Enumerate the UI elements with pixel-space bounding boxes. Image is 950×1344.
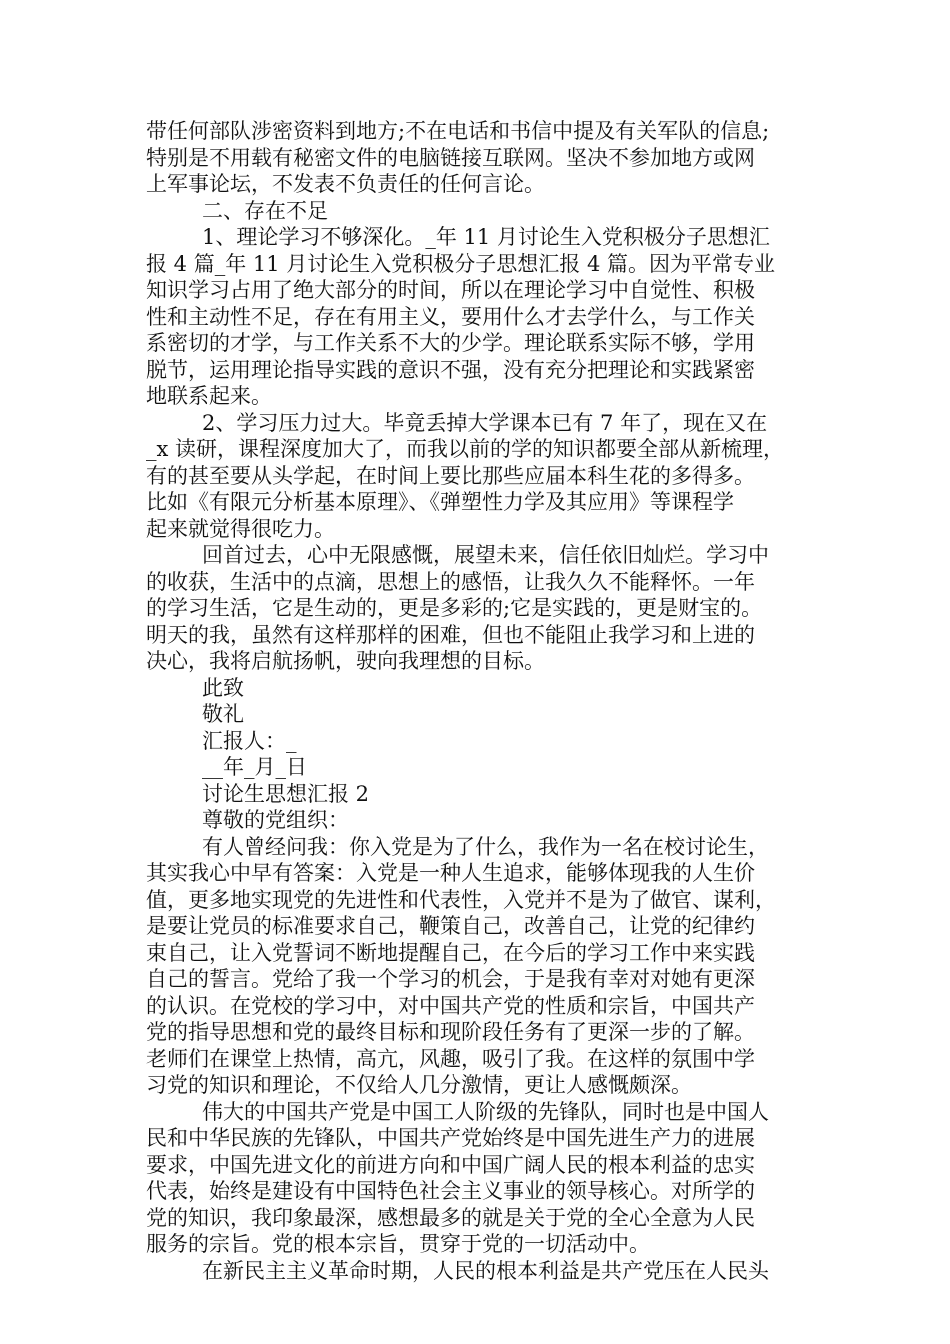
text-line: _x 读研，课程深度加大了，而我以前的学的知识都要全部从新梳理，	[146, 437, 785, 461]
text-line: 汇报人：_	[202, 728, 297, 753]
text-line: 敬礼	[202, 702, 244, 726]
text-line: 的认识。在党校的学习中，对中国共产党的性质和宗旨，中国共产	[146, 993, 755, 1018]
text-line: 系密切的才学，与工作关系不大的少学。理论联系实际不够，学用	[146, 331, 755, 355]
text-line: 带任何部队涉密资料到地方;不在电话和书信中提及有关军队的信息;	[146, 119, 770, 143]
text-line: 知识学习占用了绝大部分的时间，所以在理论学习中自觉性、积极	[146, 278, 755, 302]
text-line: 党的知识，我印象最深，感想最多的就是关于党的全心全意为人民	[146, 1205, 755, 1230]
text-line: 1、理论学习不够深化。_年 11 月讨论生入党积极分子思想汇	[202, 225, 770, 249]
text-line: 在新民主主义革命时期，人民的根本利益是共产党压在人民头	[202, 1258, 769, 1283]
text-line: 是要让党员的标准要求自己，鞭策自己，改善自己，让党的纪律约	[146, 914, 755, 938]
text-line: 有人曾经问我：你入党是为了什么，我作为一名在校讨论生，	[202, 834, 769, 859]
text-line: 伟大的中国共产党是中国工人阶级的先锋队，同时也是中国人	[202, 1099, 769, 1124]
text-line: 地联系起来。	[146, 384, 272, 408]
text-line: 值，更多地实现党的先进性和代表性，入党并不是为了做官、谋利，	[146, 887, 776, 912]
text-line: 服务的宗旨。党的根本宗旨，贯穿于党的一切活动中。	[146, 1232, 650, 1256]
text-line: 比如《有限元分析基本原理》、《弹塑性力学及其应用》等课程学	[146, 490, 734, 514]
text-line: 民和中华民族的先锋队，中国共产党始终是中国先进生产力的进展	[146, 1126, 755, 1150]
document-body	[146, 118, 806, 1284]
text-line: 二、存在不足	[202, 198, 328, 223]
text-line: 报 4 篇_年 11 月讨论生入党积极分子思想汇报 4 篇。因为平常专业	[146, 251, 775, 276]
text-line: 讨论生思想汇报 2	[202, 781, 370, 806]
text-line: 习党的知识和理论，不仅给人几分激情，更让人感慨颇深。	[146, 1073, 692, 1097]
text-line: 尊敬的党组织：	[202, 808, 349, 832]
text-line: 老师们在课堂上热情，高亢，风趣，吸引了我。在这样的氛围中学	[146, 1046, 755, 1071]
text-line: 性和主动性不足，存在有用主义，要用什么才去学什么，与工作关	[146, 304, 755, 329]
text-line: 此致	[202, 675, 244, 700]
text-line: 有的甚至要从头学起，在时间上要比那些应届本科生花的多得多。	[146, 463, 755, 488]
text-line: 束自己，让入党誓词不断地提醒自己，在今后的学习工作中来实践	[146, 940, 755, 965]
text-line: 党的指导思想和党的最终目标和现阶段任务有了更深一步的了解。	[146, 1020, 755, 1044]
text-line: 上军事论坛，不发表不负责任的任何言论。	[146, 172, 545, 196]
text-line: 的收获，生活中的点滴，思想上的感悟，让我久久不能释怀。一年	[146, 569, 755, 594]
text-line: 自己的誓言。党给了我一个学习的机会，于是我有幸对对她有更深	[146, 967, 755, 991]
text-line: 2、学习压力过大。毕竟丢掉大学课本已有 7 年了，现在又在	[202, 410, 768, 435]
text-line: 起来就觉得很吃力。	[146, 516, 335, 541]
text-line: 明天的我，虽然有这样那样的困难，但也不能阻止我学习和上进的	[146, 622, 755, 647]
text-line: 其实我心中早有答案：入党是一种人生追求，能够体现我的人生价	[146, 861, 755, 885]
text-line: 代表，始终是建设有中国特色社会主义事业的领导核心。对所学的	[146, 1179, 755, 1203]
text-line: 回首过去，心中无限感慨，展望未来，信任依旧灿烂。学习中	[202, 543, 769, 567]
text-line: __年_月_日	[202, 755, 307, 779]
text-line: 特别是不用载有秘密文件的电脑链接互联网。坚决不参加地方或网	[146, 145, 755, 170]
text-line: 决心，我将启航扬帆，驶向我理想的目标。	[146, 649, 545, 673]
text-line: 的学习生活，它是生动的，更是多彩的;它是实践的，更是财宝的。	[146, 596, 763, 620]
text-line: 要求，中国先进文化的前进方向和中国广阔人民的根本利益的忠实	[146, 1152, 755, 1177]
text-line: 脱节，运用理论指导实践的意识不强，没有充分把理论和实践紧密	[146, 357, 755, 382]
